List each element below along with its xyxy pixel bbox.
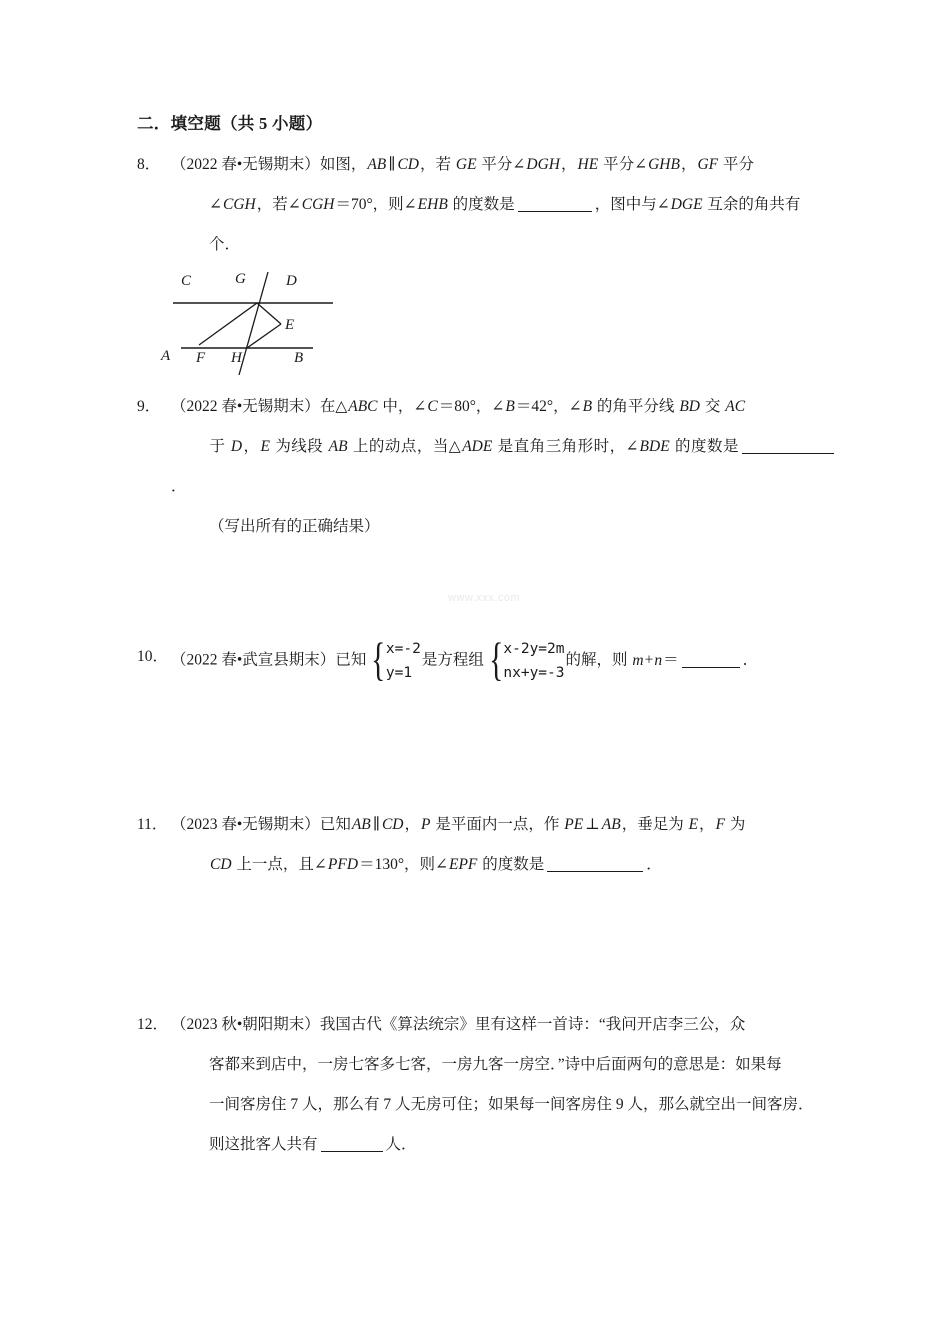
q11-t5: ， xyxy=(699,816,715,834)
q8-t3: 平分∠ xyxy=(477,156,526,174)
q11-t6: 为 xyxy=(726,816,746,834)
equation-system-equations xyxy=(485,633,565,686)
q9-t2: 中，∠ xyxy=(378,398,427,416)
var-dgh: DGH xyxy=(526,156,561,174)
q12-t5: 人． xyxy=(385,1136,417,1154)
q11-t7: 上一点，且∠ xyxy=(232,856,327,874)
var-e-q11: E xyxy=(688,816,699,834)
question-10-number: 10． xyxy=(137,648,169,666)
answer-blank-8a[interactable] xyxy=(518,211,592,212)
question-11-number: 11． xyxy=(137,816,168,834)
q12-t1: 我国古代《算法统宗》里有这样一首诗：“我问开店李三公，众 xyxy=(319,1016,746,1034)
q8-t9: ，若∠ xyxy=(256,196,301,214)
answer-blank-9[interactable] xyxy=(742,453,834,454)
system-2-rows xyxy=(503,637,564,685)
figure-label-h: H xyxy=(231,350,242,367)
q9-t4: ＝42°，∠ xyxy=(515,398,582,416)
figure-label-e: E xyxy=(285,317,295,334)
q8-t14: 个． xyxy=(209,236,241,254)
question-11 xyxy=(137,805,837,885)
system-2-row-1: x-2y=2m xyxy=(503,641,565,658)
left-brace-1: { xyxy=(371,633,386,686)
q8-t1: 如图， xyxy=(319,156,367,174)
question-8-source: （2022 春•无锡期末） xyxy=(171,156,320,174)
question-8-body xyxy=(137,145,837,265)
var-b: B xyxy=(505,398,515,416)
question-9-number: 9． xyxy=(137,398,161,416)
var-gf: GF xyxy=(697,156,719,174)
var-e: E xyxy=(260,438,270,456)
var-ab-q11-2: AB xyxy=(601,816,621,834)
var-he: HE xyxy=(577,156,599,174)
q11-t4: ，垂足为 xyxy=(621,816,688,834)
q11-t8: ＝130°，则∠ xyxy=(359,856,448,874)
q11-t10: ． xyxy=(646,856,662,874)
q8-t8: ∠ xyxy=(209,196,222,214)
var-abc: ABC xyxy=(348,398,378,416)
q9-t13: ． xyxy=(171,478,187,496)
plus-sign: + xyxy=(644,651,654,669)
q9-t7: 于 xyxy=(209,438,230,456)
system-1-row-1: x=-2 xyxy=(385,641,421,658)
q8-t12: ，图中与∠ xyxy=(594,196,670,214)
var-ade: ADE xyxy=(462,438,493,456)
q9-t6: 交 xyxy=(700,398,725,416)
question-12 xyxy=(137,1005,837,1165)
question-9-body xyxy=(137,387,837,547)
q11-t3: 是平面内一点，作 xyxy=(431,816,564,834)
var-c: C xyxy=(427,398,438,416)
var-ge: GE xyxy=(455,156,477,174)
q12-t3: 一间客房住 7 人，那么有 7 人无房可住；如果每一间客房住 9 人，那么就空出一间客房． xyxy=(209,1096,814,1114)
question-8-number: 8． xyxy=(137,156,161,174)
var-pe: PE xyxy=(564,816,584,834)
q9-t8: ， xyxy=(243,438,260,456)
question-9 xyxy=(137,387,837,547)
var-p: P xyxy=(421,816,431,834)
question-12-source: （2023 秋•朝阳期末） xyxy=(171,1016,320,1034)
section-heading: 二．填空题（共 5 小题） xyxy=(137,114,323,133)
spacer-after-q10 xyxy=(137,685,837,805)
var-dge: DGE xyxy=(670,196,703,214)
q9-t11: 是直角三角形时，∠ xyxy=(493,438,639,456)
var-cd: CD xyxy=(397,156,419,174)
spacer-after-q9 xyxy=(137,547,837,637)
var-ab-q11: AB xyxy=(351,816,371,834)
system-2-row-2: nx+y=-3 xyxy=(503,665,565,682)
var-cgh: CGH xyxy=(223,196,256,214)
parallel-symbol: ∥ xyxy=(388,156,396,174)
segment-gf xyxy=(199,303,257,345)
question-12-body xyxy=(137,1005,837,1165)
var-bde: BDE xyxy=(639,438,670,456)
figure-label-a: A xyxy=(161,348,171,365)
figure-canvas xyxy=(155,267,355,387)
var-m: m xyxy=(632,651,644,669)
q9-t9: 为线段 xyxy=(270,438,328,456)
var-cgh-2: CGH xyxy=(301,196,335,214)
q9-t3: ＝80°，∠ xyxy=(438,398,505,416)
q8-t7: 平分 xyxy=(719,156,755,174)
q8-t6: ， xyxy=(680,156,697,174)
var-epf: EPF xyxy=(449,856,478,874)
var-d: D xyxy=(230,438,243,456)
question-11-source: （2023 春•无锡期末） xyxy=(171,816,320,834)
q10-t3: 的解，则 xyxy=(565,651,632,669)
q8-t10: ＝70°，则∠ xyxy=(335,196,417,214)
figure-label-b: B xyxy=(294,350,304,367)
var-ehb: EHB xyxy=(417,196,448,214)
answer-blank-12[interactable] xyxy=(321,1151,383,1152)
q8-t13: 互余的角共有 xyxy=(703,196,801,214)
equation-system-solution xyxy=(367,633,421,686)
var-cd-q11-2: CD xyxy=(210,856,232,874)
equals-sign: ＝ xyxy=(663,651,679,669)
question-8-figure xyxy=(137,267,837,387)
q8-t4: ， xyxy=(561,156,577,174)
left-brace-2: { xyxy=(489,633,504,686)
segment-ge xyxy=(257,303,281,324)
q9-t5: 的角平分线 xyxy=(593,398,679,416)
page-watermark: www.xxx.com xyxy=(448,592,521,604)
question-9-source: （2022 春•无锡期末） xyxy=(171,398,320,416)
question-10-source: （2022 春•武宣县期末） xyxy=(171,651,336,669)
q8-t5: 平分∠ xyxy=(599,156,648,174)
q9-t1: 在△ xyxy=(319,398,348,416)
q10-t2: 是方程组 xyxy=(421,651,484,669)
q9-t14: （写出所有的正确结果） xyxy=(209,518,380,536)
question-10 xyxy=(137,633,837,686)
var-f-q11: F xyxy=(715,816,726,834)
var-ab-q9: AB xyxy=(328,438,348,456)
q10-t1: 已知 xyxy=(335,651,367,669)
figure-label-f: F xyxy=(196,350,206,367)
q11-t1: 已知 xyxy=(319,816,351,834)
answer-blank-11[interactable] xyxy=(547,871,643,872)
q11-t2: ， xyxy=(404,816,420,834)
var-cd-q11: CD xyxy=(381,816,404,834)
q8-t2: ，若 xyxy=(419,156,455,174)
question-10-body xyxy=(137,633,837,686)
var-ghb: GHB xyxy=(648,156,680,174)
q11-t9: 的度数是 xyxy=(478,856,545,874)
spacer-after-q11 xyxy=(137,885,837,1005)
question-11-body xyxy=(137,805,837,885)
var-ac: AC xyxy=(725,398,746,416)
var-bd: BD xyxy=(679,398,700,416)
var-b-2: B xyxy=(582,398,593,416)
q9-t12: 的度数是 xyxy=(670,438,739,456)
parallel-symbol-q11: ∥ xyxy=(372,816,380,834)
perpendicular-symbol: ⊥ xyxy=(585,816,600,834)
figure-label-d: D xyxy=(286,273,297,290)
worksheet-content xyxy=(137,112,837,1165)
var-pfd: PFD xyxy=(327,856,359,874)
question-12-number: 12． xyxy=(137,1016,169,1034)
q10-t4: ． xyxy=(742,651,759,669)
q12-t4: 则这批客人共有 xyxy=(209,1136,318,1154)
var-n: n xyxy=(654,651,663,669)
question-8 xyxy=(137,145,837,265)
q12-t2: 客都来到店中，一房七客多七客，一房九客一房空．”诗中后面两句的意思是：如果每 xyxy=(209,1056,782,1074)
system-1-rows xyxy=(386,637,421,685)
q9-t10: 上的动点，当△ xyxy=(348,438,462,456)
q8-t11: 的度数是 xyxy=(448,196,515,214)
answer-blank-10[interactable] xyxy=(682,667,740,668)
figure-label-g: G xyxy=(235,271,246,288)
figure-label-c: C xyxy=(181,273,192,290)
system-1-row-2: y=1 xyxy=(385,665,413,682)
var-ab: AB xyxy=(367,156,387,174)
